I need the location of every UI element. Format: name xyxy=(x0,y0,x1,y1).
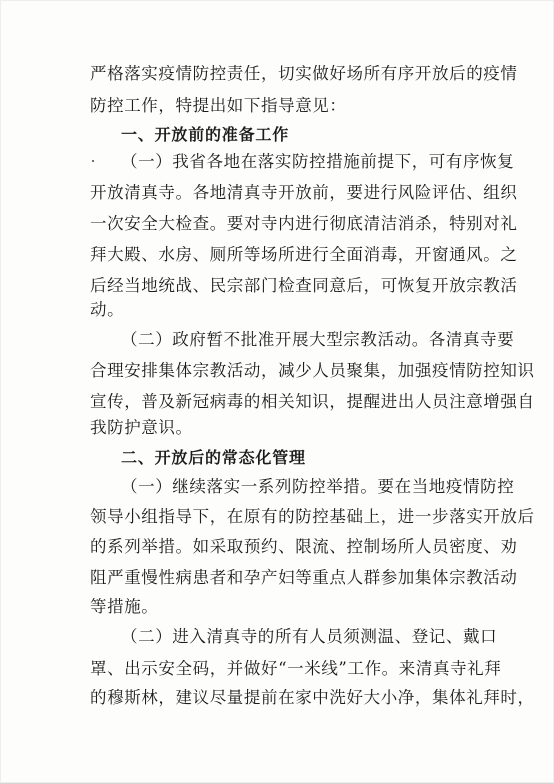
body-line-17: 的系列举措。如采取预约、限流、控制场所人员密度、劝 xyxy=(90,537,518,556)
section-heading-2: 二、开放后的常态化管理 xyxy=(121,448,306,467)
body-line-21: 罩、出示安全码，并做好“一米线”工作。来清真寺礼拜 xyxy=(90,659,502,678)
body-line-10: （二）政府暂不批准开展大型宗教活动。各清真寺要 xyxy=(121,330,515,349)
body-line-5: 开放清真寺。各地清真寺开放前，要进行风险评估、组织 xyxy=(90,183,518,202)
section-heading-1: 一、开放前的准备工作 xyxy=(121,125,290,144)
body-line-11: 合理安排集体宗教活动，减少人员聚集，加强疫情防控知识 xyxy=(90,361,535,380)
body-line-18: 阻严重慢性病患者和孕产妇等重点人群参加集体宗教活动 xyxy=(90,568,518,587)
body-line-20: （二）进入清真寺的所有人员须测温、登记、戴口 xyxy=(121,627,498,646)
scan-speck xyxy=(92,160,94,162)
body-line-9: 动。 xyxy=(90,300,125,319)
body-line-4: （一）我省各地在落实防控措施前提下，可有序恢复 xyxy=(121,152,515,171)
body-line-12: 宣传，普及新冠病毒的相关知识，提醒进出人员注意增强自 xyxy=(90,392,535,411)
body-line-7: 拜大殿、水房、厕所等场所进行全面消毒，开窗通风。之 xyxy=(90,245,518,264)
body-line-13: 我防护意识。 xyxy=(90,418,193,437)
body-line-22: 的穆斯林，建议尽量提前在家中洗好大小净，集体礼拜时， xyxy=(90,688,535,707)
body-line-15: （一）继续落实一系列防控举措。要在当地疫情防控 xyxy=(121,477,515,496)
body-line-16: 领导小组指导下，在原有的防控基础上，进一步落实开放后 xyxy=(90,507,535,526)
body-line-6: 一次安全大检查。要对寺内进行彻底清洁消杀，特别对礼 xyxy=(90,214,518,233)
body-line-2: 防控工作，特提出如下指导意见： xyxy=(90,96,347,115)
body-line-1: 严格落实疫情防控责任，切实做好场所有序开放后的疫情 xyxy=(90,64,518,83)
body-line-19: 等措施。 xyxy=(90,597,159,616)
body-line-8: 后经当地统战、民宗部门检查同意后，可恢复开放宗教活 xyxy=(90,276,518,295)
